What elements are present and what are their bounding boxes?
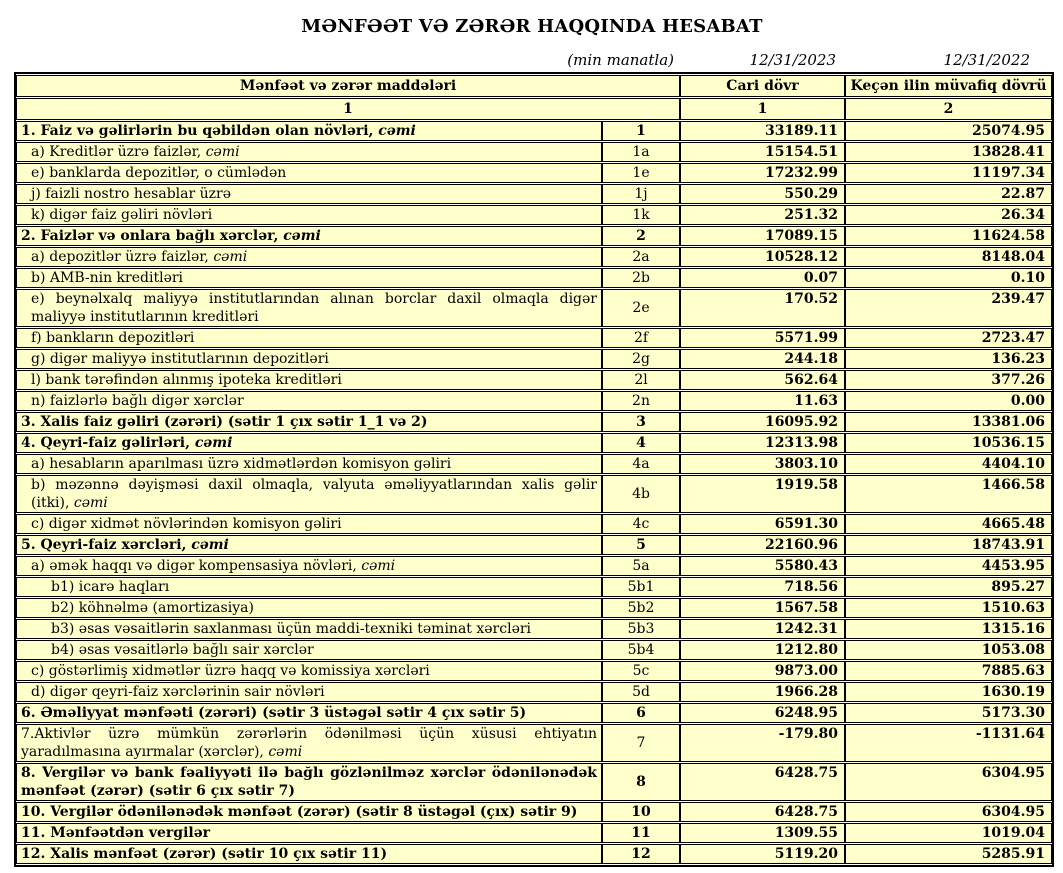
row-code-cell: 2b	[602, 268, 680, 288]
row-code-cell: 5b4	[602, 640, 680, 660]
row-previous-value-cell: 1315.16	[845, 619, 1052, 639]
row-previous-value-cell: 895.27	[845, 577, 1052, 597]
row-code-cell: 4	[602, 433, 680, 453]
row-label-cell	[16, 577, 602, 597]
row-current-value-cell: 5571.99	[680, 328, 845, 348]
row-label-cell	[16, 763, 602, 801]
row-previous-value-cell: 2723.47	[845, 328, 1052, 348]
row-label-cell	[16, 598, 602, 618]
row-label: b) məzənnə dəyişməsi daxil olmaqla, valyuta əməliyyatlarından xalis gəlir (itki),	[31, 477, 597, 511]
table-body	[16, 121, 1052, 864]
row-label-cell	[16, 247, 602, 267]
row-label-cell	[16, 661, 602, 681]
row-code-cell: 5b3	[602, 619, 680, 639]
row-code-cell: 2l	[602, 370, 680, 390]
row-label: b4) əsas vəsaitlərlə bağlı sair xərclər	[51, 642, 314, 658]
row-label: j) faizli nostro hesablar üzrə	[31, 186, 231, 202]
row-previous-value-cell: 4404.10	[845, 454, 1052, 474]
row-previous-value-cell: 13381.06	[845, 412, 1052, 432]
row-label: b) AMB-nin kreditləri	[31, 270, 184, 286]
row-label: 8. Vergilər və bank fəaliyyəti ilə bağlı gözlənilməz xərclər ödənilənədək mənfəət (zərər) (sətir 6 çıx sətir 7)	[21, 765, 597, 799]
row-current-value-cell: 33189.11	[680, 121, 845, 141]
row-code-cell: 5d	[602, 682, 680, 702]
row-current-value-cell: 9873.00	[680, 661, 845, 681]
row-label-suffix: cəmi	[361, 558, 396, 574]
header-current-period: Cari dövr	[680, 75, 845, 97]
row-previous-value-cell: 0.00	[845, 391, 1052, 411]
row-label-suffix: cəmi	[191, 537, 229, 553]
row-code-cell: 2a	[602, 247, 680, 267]
row-code-cell: 2f	[602, 328, 680, 348]
row-current-value-cell: 562.64	[680, 370, 845, 390]
row-previous-value-cell: 13828.41	[845, 142, 1052, 162]
row-code-cell: 3	[602, 412, 680, 432]
table-row	[16, 802, 1052, 822]
row-current-value-cell: 6428.75	[680, 802, 845, 822]
row-label: e) banklarda depozitlər, o cümlədən	[31, 165, 287, 181]
row-label-cell	[16, 370, 602, 390]
row-label: l) bank tərəfindən alınmış ipoteka kreditləri	[31, 372, 342, 388]
table-row	[16, 142, 1052, 162]
table-row	[16, 640, 1052, 660]
row-current-value-cell: 17232.99	[680, 163, 845, 183]
row-code-cell: 11	[602, 823, 680, 843]
row-label: b2) köhnəlmə (amortizasiya)	[51, 600, 254, 616]
table-row	[16, 268, 1052, 288]
table-row	[16, 226, 1052, 246]
row-label-cell	[16, 205, 602, 225]
table-row	[16, 844, 1052, 864]
table-row	[16, 433, 1052, 453]
row-code-cell: 1j	[602, 184, 680, 204]
row-label-cell	[16, 556, 602, 576]
row-label: a) Kreditlər üzrə faizlər,	[31, 144, 206, 160]
colnum-items: 1	[16, 98, 680, 120]
row-code-cell: 4b	[602, 475, 680, 513]
row-label: 12. Xalis mənfəət (zərər) (sətir 10 çıx sətir 11)	[21, 846, 388, 862]
row-previous-value-cell: 18743.91	[845, 535, 1052, 555]
row-label: 10. Vergilər ödənilənədək mənfəət (zərər) (sətir 8 üstəgəl (çıx) sətir 9)	[21, 804, 578, 820]
table-row	[16, 247, 1052, 267]
row-label-cell	[16, 268, 602, 288]
row-current-value-cell: 5580.43	[680, 556, 845, 576]
row-label-cell	[16, 412, 602, 432]
row-label-cell	[16, 391, 602, 411]
row-previous-value-cell: 25074.95	[845, 121, 1052, 141]
table-row	[16, 682, 1052, 702]
row-label-cell	[16, 142, 602, 162]
row-code-cell: 1k	[602, 205, 680, 225]
row-current-value-cell: 1242.31	[680, 619, 845, 639]
row-code-cell: 6	[602, 703, 680, 723]
row-current-value-cell: 244.18	[680, 349, 845, 369]
row-label-cell	[16, 535, 602, 555]
row-label-cell	[16, 703, 602, 723]
table-row	[16, 598, 1052, 618]
row-code-cell: 8	[602, 763, 680, 801]
row-previous-value-cell: 4453.95	[845, 556, 1052, 576]
row-previous-value-cell: 6304.95	[845, 802, 1052, 822]
row-label: a) əmək haqqı və digər kompensasiya növləri,	[31, 558, 362, 574]
table-row	[16, 184, 1052, 204]
row-label-suffix: cəmi	[73, 495, 108, 511]
row-previous-value-cell: 1510.63	[845, 598, 1052, 618]
row-previous-value-cell: 0.10	[845, 268, 1052, 288]
profit-loss-table	[14, 72, 1054, 867]
date-current: 12/31/2023	[749, 51, 836, 69]
row-label: n) faizlərlə bağlı digər xərclər	[31, 393, 244, 409]
row-label-cell	[16, 475, 602, 513]
row-label-suffix: cəmi	[213, 249, 248, 265]
table-row	[16, 703, 1052, 723]
row-current-value-cell: 0.07	[680, 268, 845, 288]
row-current-value-cell: 1212.80	[680, 640, 845, 660]
row-code-cell: 2	[602, 226, 680, 246]
row-current-value-cell: 16095.92	[680, 412, 845, 432]
row-previous-value-cell: 377.26	[845, 370, 1052, 390]
row-label: 6. Əməliyyat mənfəəti (zərəri) (sətir 3 üstəgəl sətir 4 çıx sətir 5)	[21, 705, 527, 721]
row-label: c) digər xidmət növlərindən komisyon gəliri	[31, 516, 342, 532]
row-previous-value-cell: 1053.08	[845, 640, 1052, 660]
row-label-cell	[16, 121, 602, 141]
table-row	[16, 349, 1052, 369]
row-current-value-cell: 15154.51	[680, 142, 845, 162]
row-label: a) depozitlər üzrə faizlər,	[31, 249, 214, 265]
row-label-suffix: cəmi	[378, 123, 416, 139]
table-row	[16, 370, 1052, 390]
header-items-label: Mənfəət və zərər maddələri	[16, 75, 680, 97]
row-previous-value-cell: 5285.91	[845, 844, 1052, 864]
row-previous-value-cell: 1019.04	[845, 823, 1052, 843]
table-row	[16, 514, 1052, 534]
row-label: 7.Aktivlər üzrə mümkün zərərlərin ödənilməsi üçün xüsusi ehtiyatın yaradılmasına ayırmalar (xərclər),	[21, 726, 597, 760]
row-label-cell	[16, 433, 602, 453]
row-code-cell: 1e	[602, 163, 680, 183]
row-label-cell	[16, 640, 602, 660]
row-previous-value-cell: 4665.48	[845, 514, 1052, 534]
table-row	[16, 412, 1052, 432]
row-previous-value-cell: -1131.64	[845, 724, 1052, 762]
row-label: b3) əsas vəsaitlərin saxlanması üçün maddi-texniki təminat xərcləri	[51, 621, 532, 637]
row-label: g) digər maliyyə institutlarının depozitləri	[31, 351, 329, 367]
table-row	[16, 475, 1052, 513]
row-previous-value-cell: 136.23	[845, 349, 1052, 369]
table-row	[16, 724, 1052, 762]
row-code-cell: 12	[602, 844, 680, 864]
row-code-cell: 5a	[602, 556, 680, 576]
row-current-value-cell: 718.56	[680, 577, 845, 597]
row-label: e) beynəlxalq maliyyə institutlarından alınan borclar daxil olmaqla digər maliyyə institutlarının kreditləri	[31, 291, 597, 325]
date-previous: 12/31/2022	[943, 51, 1030, 69]
row-label-cell	[16, 802, 602, 822]
row-current-value-cell: 5119.20	[680, 844, 845, 864]
row-current-value-cell: 11.63	[680, 391, 845, 411]
table-column-number-row	[16, 98, 1052, 120]
row-label: b1) icarə haqları	[51, 579, 170, 595]
row-previous-value-cell: 7885.63	[845, 661, 1052, 681]
row-current-value-cell: 10528.12	[680, 247, 845, 267]
table-row	[16, 391, 1052, 411]
row-current-value-cell: 6591.30	[680, 514, 845, 534]
row-previous-value-cell: 5173.30	[845, 703, 1052, 723]
table-row	[16, 556, 1052, 576]
row-current-value-cell: 12313.98	[680, 433, 845, 453]
row-code-cell: 5b2	[602, 598, 680, 618]
table-row	[16, 163, 1052, 183]
row-previous-value-cell: 1466.58	[845, 475, 1052, 513]
row-previous-value-cell: 26.34	[845, 205, 1052, 225]
row-previous-value-cell: 8148.04	[845, 247, 1052, 267]
row-label-cell	[16, 823, 602, 843]
row-label-cell	[16, 289, 602, 327]
row-previous-value-cell: 22.87	[845, 184, 1052, 204]
table-row	[16, 205, 1052, 225]
row-label-cell	[16, 184, 602, 204]
colnum-current: 1	[680, 98, 845, 120]
row-label: c) göstərlimiş xidmətlər üzrə haqq və komissiya xərcləri	[31, 663, 430, 679]
row-label: k) digər faiz gəliri növləri	[31, 207, 213, 223]
row-current-value-cell: 1567.58	[680, 598, 845, 618]
row-label-cell	[16, 724, 602, 762]
unit-note: (min manatla)	[567, 51, 674, 69]
row-current-value-cell: 251.32	[680, 205, 845, 225]
table-row	[16, 619, 1052, 639]
table-row	[16, 661, 1052, 681]
row-current-value-cell: 550.29	[680, 184, 845, 204]
table-row	[16, 823, 1052, 843]
table-row	[16, 289, 1052, 327]
table-row	[16, 763, 1052, 801]
row-label: 3. Xalis faiz gəliri (zərəri) (sətir 1 çıx sətir 1_1 və 2)	[21, 414, 428, 430]
row-code-cell: 1a	[602, 142, 680, 162]
row-label-cell	[16, 844, 602, 864]
row-current-value-cell: 1309.55	[680, 823, 845, 843]
row-previous-value-cell: 239.47	[845, 289, 1052, 327]
row-current-value-cell: -179.80	[680, 724, 845, 762]
row-label-suffix: cəmi	[283, 228, 321, 244]
row-code-cell: 1	[602, 121, 680, 141]
table-header-row	[16, 75, 1052, 97]
row-code-cell: 7	[602, 724, 680, 762]
row-label: a) hesabların aparılması üzrə xidmətlərdən komisyon gəliri	[31, 456, 452, 472]
row-label: 5. Qeyri-faiz xərcləri,	[21, 537, 192, 553]
row-previous-value-cell: 10536.15	[845, 433, 1052, 453]
row-label-cell	[16, 682, 602, 702]
report-subheader	[14, 51, 1050, 69]
row-code-cell: 2g	[602, 349, 680, 369]
row-previous-value-cell: 1630.19	[845, 682, 1052, 702]
row-label-suffix: cəmi	[194, 435, 233, 451]
row-label: 11. Mənfəətdən vergilər	[21, 825, 210, 841]
row-label: f) bankların depozitləri	[31, 330, 195, 346]
row-label-cell	[16, 349, 602, 369]
page-title: MƏNFƏƏT VƏ ZƏRƏR HAQQINDA HESABAT	[301, 16, 763, 37]
row-previous-value-cell: 11197.34	[845, 163, 1052, 183]
row-label-cell	[16, 163, 602, 183]
header-previous-period: Keçən ilin müvafiq dövrü	[845, 75, 1052, 97]
row-code-cell: 4a	[602, 454, 680, 474]
row-code-cell: 2n	[602, 391, 680, 411]
row-label-suffix: cəmi	[205, 144, 240, 160]
row-label: 1. Faiz və gəlirlərin bu qəbildən olan növləri,	[21, 123, 379, 139]
row-current-value-cell: 17089.15	[680, 226, 845, 246]
row-label: 2. Faizlər və onlara bağlı xərclər,	[21, 228, 284, 244]
row-previous-value-cell: 11624.58	[845, 226, 1052, 246]
row-code-cell: 5b1	[602, 577, 680, 597]
row-previous-value-cell: 6304.95	[845, 763, 1052, 801]
table-row	[16, 535, 1052, 555]
row-current-value-cell: 1966.28	[680, 682, 845, 702]
row-label: d) digər qeyri-faiz xərclərinin sair növləri	[31, 684, 325, 700]
row-label-cell	[16, 514, 602, 534]
row-label-suffix: cəmi	[268, 744, 303, 760]
table-row	[16, 454, 1052, 474]
row-current-value-cell: 22160.96	[680, 535, 845, 555]
colnum-previous: 2	[845, 98, 1052, 120]
row-label-cell	[16, 619, 602, 639]
row-code-cell: 2e	[602, 289, 680, 327]
row-current-value-cell: 3803.10	[680, 454, 845, 474]
table-row	[16, 577, 1052, 597]
row-code-cell: 4c	[602, 514, 680, 534]
table-row	[16, 328, 1052, 348]
table-row	[16, 121, 1052, 141]
row-current-value-cell: 170.52	[680, 289, 845, 327]
row-code-cell: 5c	[602, 661, 680, 681]
row-label-cell	[16, 328, 602, 348]
row-code-cell: 10	[602, 802, 680, 822]
row-code-cell: 5	[602, 535, 680, 555]
row-current-value-cell: 1919.58	[680, 475, 845, 513]
row-label-cell	[16, 226, 602, 246]
row-label: 4. Qeyri-faiz gəlirləri,	[21, 435, 195, 451]
row-current-value-cell: 6428.75	[680, 763, 845, 801]
row-current-value-cell: 6248.95	[680, 703, 845, 723]
row-label-cell	[16, 454, 602, 474]
